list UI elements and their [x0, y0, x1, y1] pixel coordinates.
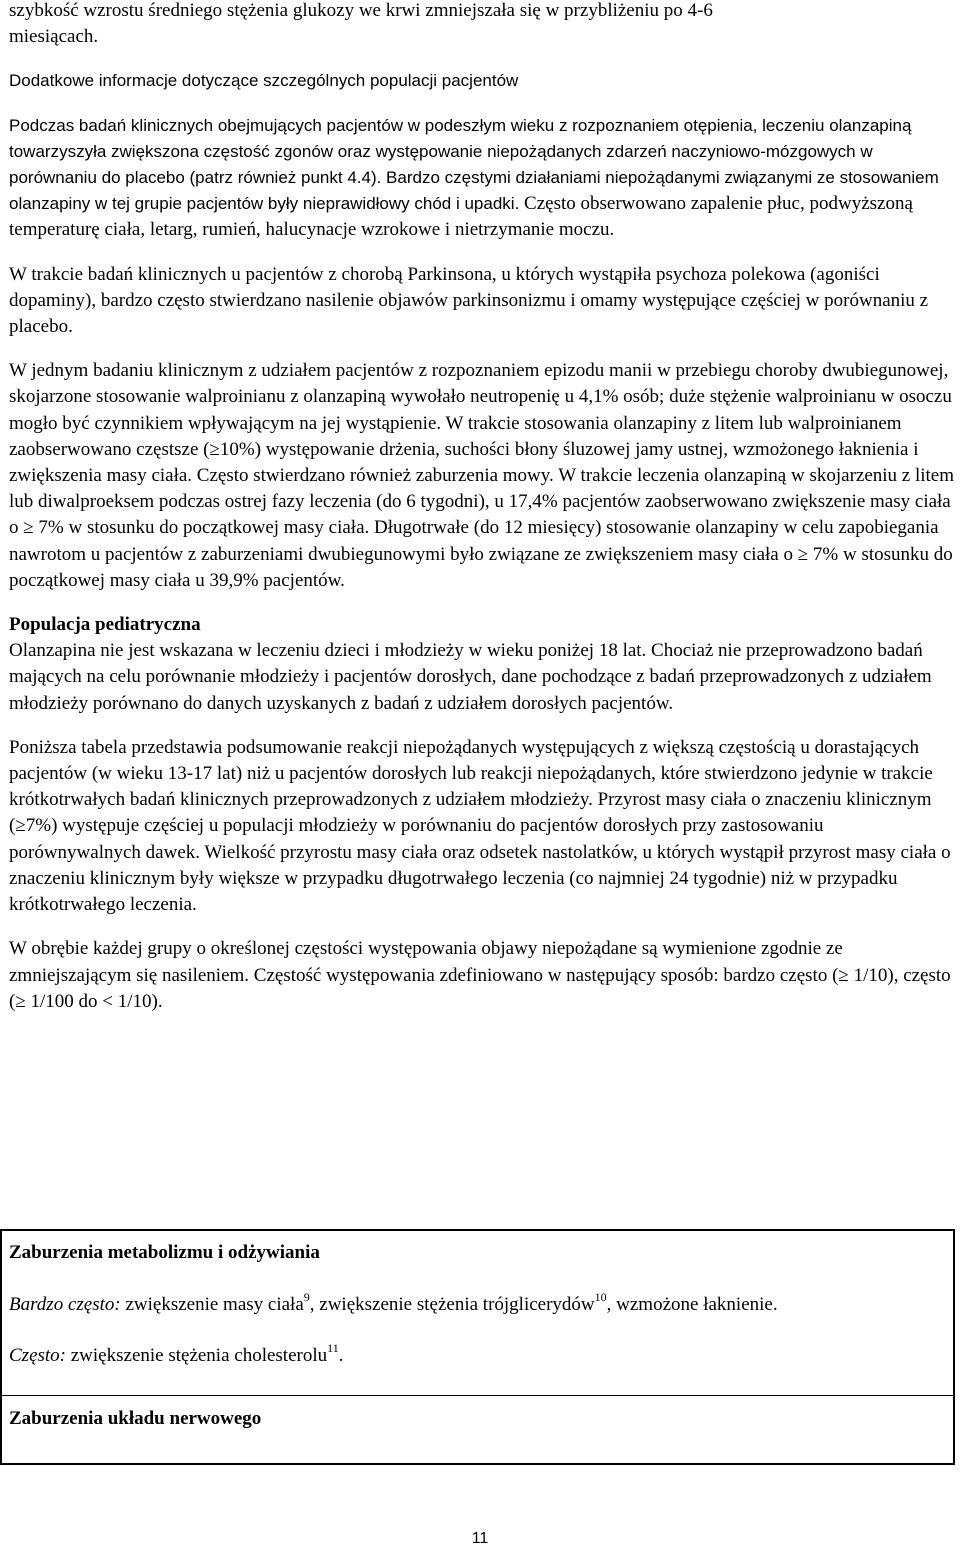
intro-line-1: szybkość wzrostu średniego stężenia glukozy we krwi zmniejszała się w przybliżeniu po 4-6 [9, 0, 713, 21]
very-common-item-weight: zwiększenie masy ciała [120, 1294, 304, 1315]
special-populations-heading: Dodatkowe informacje dotyczące szczególnych populacji pacjentów [9, 71, 519, 91]
very-common-label: Bardzo często: [9, 1294, 121, 1315]
intro-line-2: miesiącach. [9, 26, 99, 48]
pediatric-paragraph-2: Poniższa tabela przedstawia podsumowanie reakcji niepożądanych występujących z większą częstością u dorastających pacjentów (w wieku 13-17 lat) niż u pacjentów dorosłych lub reakcji niepożądanych, które stwierdzono jedynie w trakcie krótkotrwałych badań klinicznych przeprowadzonych z udziałem młodzieży. Przyrost masy ciała o znaczeniu klinicznym (≥7%) występuje częściej u populacji młodzieży w porównaniu do pacjentów dorosłych przy zastosowaniu porównywalnych dawek. Wielkość przyrostu masy ciała oraz odsetek nastolatków, u których wystąpił przyrost masy ciała o znaczeniu klinicznym były większe w przypadku długotrwałego leczenia (co najmniej 24 tygodnie) niż w przypadku krótkotrwałego leczenia. [9, 736, 951, 916]
very-common-item-triglycerides: , zwiększenie stężenia trójglicerydów [309, 1294, 595, 1315]
parkinson-paragraph: W trakcie badań klinicznych u pacjentów z chorobą Parkinsona, u których wystąpiła psychoza polekowa (agoniści dopaminy), bardzo często stwierdzano nasilenie objawów parkinsonizmu i omamy występujące częściej w porównaniu z placebo. [9, 263, 929, 338]
very-common-row [9, 1292, 947, 1318]
intro-continuation [9, 0, 957, 50]
page-number: 11 [471, 1530, 489, 1547]
elderly-paragraph [9, 113, 957, 244]
very-common-item-appetite: , wzmożone łaknienie. [606, 1294, 778, 1315]
adverse-reactions-table [0, 1229, 955, 1465]
nervous-system-section-title: Zaburzenia układu nerwowego [9, 1408, 262, 1429]
table-divider [2, 1395, 953, 1396]
pediatric-heading: Populacja pediatryczna [9, 614, 201, 636]
elderly-paragraph-sans-text: Podczas badań klinicznych obejmujących pacjentów w podeszłym wieku z rozpoznaniem otępienia, leczeniu olanzapiną towarzyszyła zwiększona częstość zgonów oraz występowanie niepożądanych zdarzeń naczyniowo-mózgowych w porównaniu do placebo (patrz również punkt 4.4). Bardzo częstymi działaniami niepożądanymi związanymi ze stosowaniem olanzapiny w tej grupie pacjentów były nieprawidłowy chód i upadki. [9, 115, 939, 214]
common-item-end: . [338, 1345, 344, 1366]
elderly-paragraph-serif-text: Często obserwowano zapalenie płuc, podwyższoną temperaturę ciała, letarg, rumień, halucynacje wzrokowe i nietrzymanie moczu. [9, 193, 913, 241]
pediatric-paragraph-3: W obrębie każdej grupy o określonej częstości występowania objawy niepożądane są wymienione zgodnie ze zmniejszającym się nasileniem. Częstość występowania zdefiniowano w następujący sposób: bardzo często (≥ 1/10), często (≥ 1/100 do < 1/10). [9, 938, 951, 1012]
pediatric-paragraph-1: Olanzapina nie jest wskazana w leczeniu dzieci i młodzieży w wieku poniżej 18 lat. Chociaż nie przeprowadzono badań mających na celu porównanie młodzieży i pacjentów dorosłych, dane pochodzące z badań przeprowadzonych z udziałem młodzieży porównano do danych uzyskanych z badań z udziałem dorosłych pacjentów. [9, 640, 932, 714]
footnote-ref: 10 [594, 1290, 607, 1304]
pediatric-section [9, 612, 957, 717]
metabolism-section-title: Zaburzenia metabolizmu i odżywiania [9, 1242, 320, 1263]
common-item-cholesterol: zwiększenie stężenia cholesterolu [66, 1345, 328, 1366]
common-label: Często: [9, 1345, 66, 1366]
document-page [9, 0, 957, 1033]
common-row [9, 1343, 947, 1369]
mania-paragraph: W jednym badaniu klinicznym z udziałem pacjentów z rozpoznaniem epizodu manii w przebiegu choroby dwubiegunowej, skojarzone stosowanie walproinianu z olanzapiną wywołało neutropenię u 4,1% osób; duże stężenie walproinianu w osoczu mogło być czynnikiem wpływającym na jej wystąpienie. W trakcie stosowania olanzapiny z litem lub walproinianem zaobserwowano częstsze (≥10%) występowanie drżenia, suchości błony śluzowej jamy ustnej, wzmożonego łaknienia i zwiększenia masy ciała. Często stwierdzano również zaburzenia mowy. W trakcie leczenia olanzapiną w skojarzeniu z litem lub diwalproeksem podczas ostrej fazy leczenia (do 6 tygodni), u 17,4% pacjentów zaobserwowano zwiększenie masy ciała o ≥ 7% w stosunku do początkowej masy ciała. Długotrwałe (do 12 miesięcy) stosowanie olanzapiny w celu zapobiegania nawrotom u pacjentów z zaburzeniami dwubiegunowymi było związane ze zwiększeniem masy ciała o ≥ 7% w stosunku do początkowej masy ciała u 39,9% pacjentów. [9, 360, 955, 591]
footnote-ref: 11 [327, 1341, 339, 1355]
footnote-ref: 9 [303, 1290, 310, 1304]
